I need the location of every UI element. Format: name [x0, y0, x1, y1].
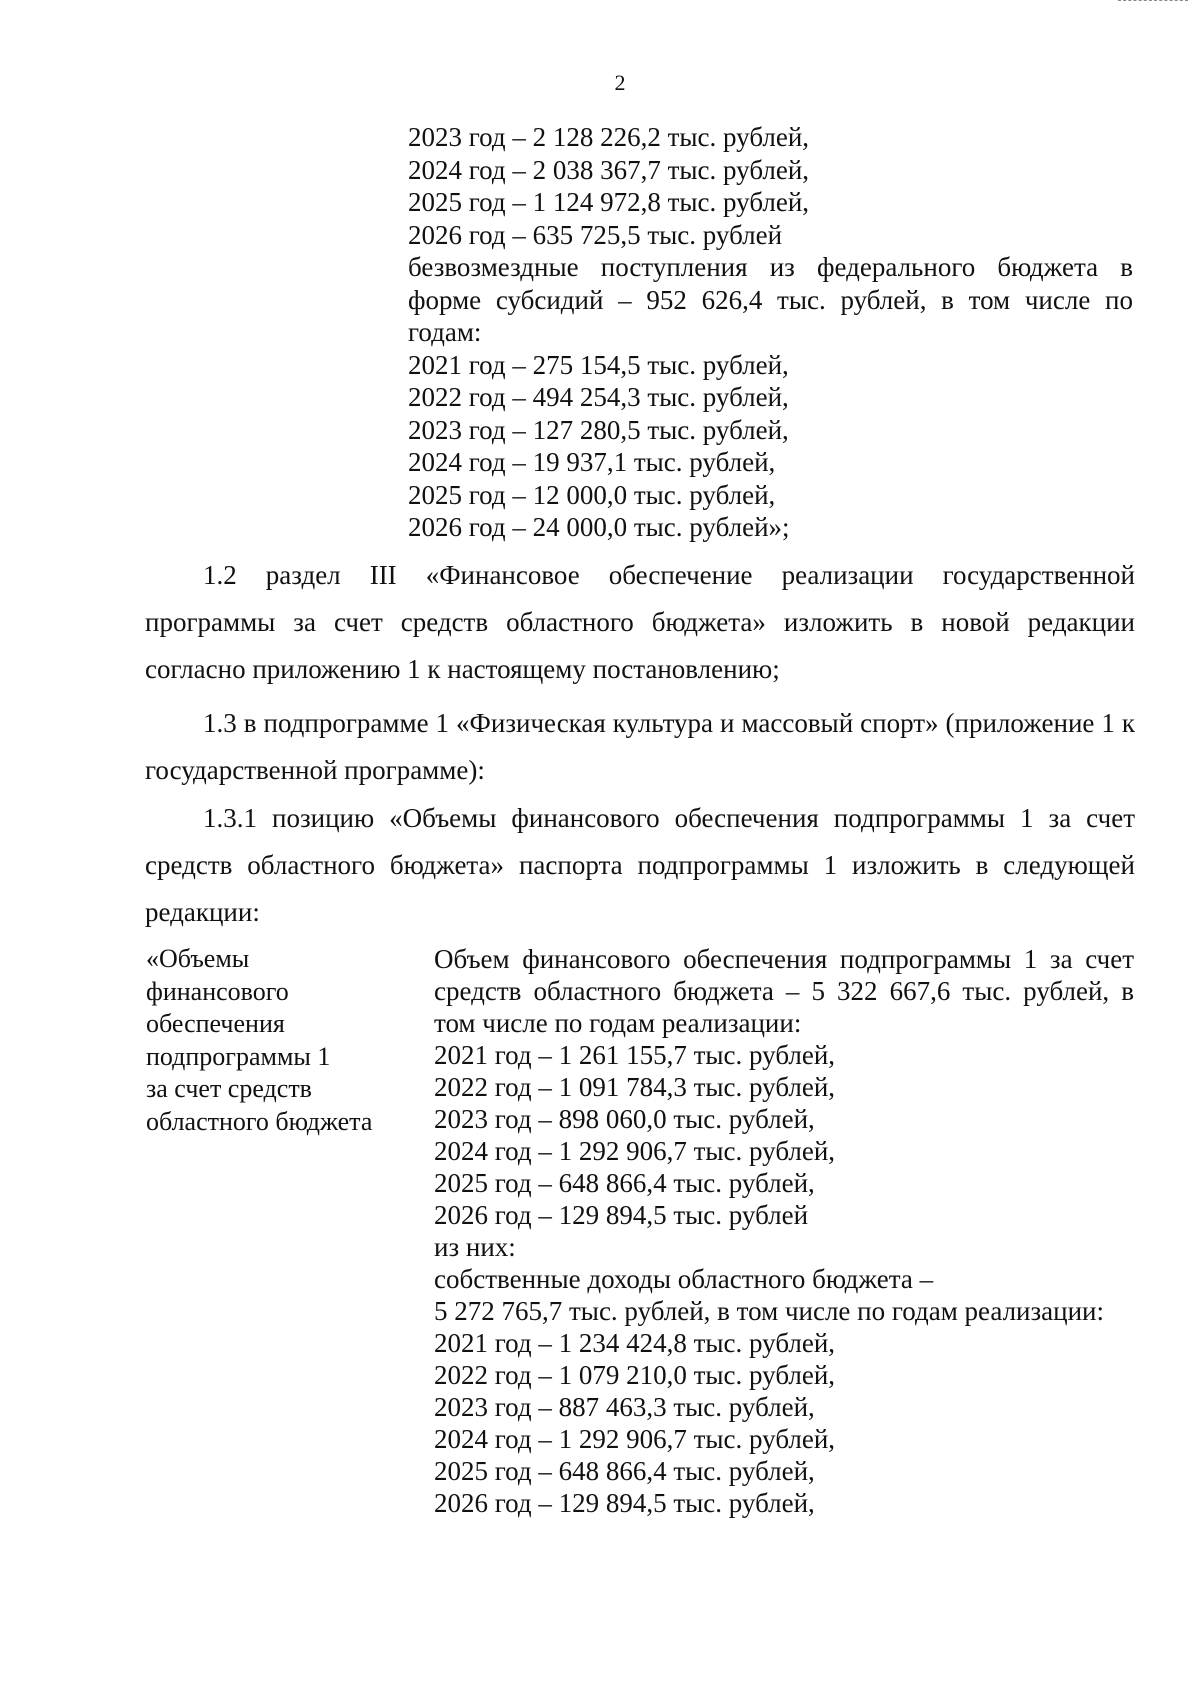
- table-label-column: [146, 943, 396, 1138]
- year-line: 2025 год – 648 866,4 тыс. рублей,: [434, 1456, 815, 1486]
- table-value-column: [434, 943, 1134, 1519]
- own-income-text: 5 272 765,7 тыс. рублей, в том числе по годам реализации:: [434, 1296, 1105, 1326]
- of-them-label: из них:: [434, 1232, 516, 1262]
- year-line: 2026 год – 129 894,5 тыс. рублей: [434, 1200, 809, 1230]
- own-income-label: собственные доходы областного бюджета –: [434, 1264, 934, 1294]
- year-line: 2023 год – 2 128 226,2 тыс. рублей,: [408, 122, 810, 152]
- year-line: 2022 год – 1 079 210,0 тыс. рублей,: [434, 1360, 836, 1390]
- label-line: за счет средств: [146, 1074, 312, 1103]
- paragraph-1-2: 1.2 раздел III «Финансовое обеспечение реализации государственной программы за счет средств областного бюджета» изложить в новой редакции согласно приложению 1 к настоящему постановлению;: [145, 560, 1135, 684]
- year-line: 2021 год – 275 154,5 тыс. рублей,: [408, 349, 789, 380]
- continuation-block: [408, 121, 1133, 544]
- year-line: 2026 год – 129 894,5 тыс. рублей,: [434, 1488, 815, 1518]
- federal-funding-heading: безвозмездные поступления из федерального бюджета в форме субсидий – 952 626,4 тыс. рублей, в том числе по годам:: [408, 252, 1133, 347]
- year-line: 2025 год – 12 000,0 тыс. рублей,: [408, 479, 776, 510]
- year-line: 2022 год – 1 091 784,3 тыс. рублей,: [434, 1072, 836, 1102]
- year-line: 2024 год – 1 292 906,7 тыс. рублей,: [434, 1136, 836, 1166]
- scan-artifact: [1118, 0, 1188, 4]
- label-line: финансового: [146, 976, 289, 1006]
- total-funding-intro: Объем финансового обеспечения подпрограммы 1 за счет средств областного бюджета – 5 322 667,6 тыс. рублей, в том числе по годам реализации:: [434, 944, 1134, 1038]
- year-line: 2021 год – 1 234 424,8 тыс. рублей,: [434, 1328, 836, 1358]
- paragraph-1-3-1: 1.3.1 позицию «Объемы финансового обеспечения подпрограммы 1 за счет средств областного бюджета» паспорта подпрограммы 1 изложить в следующей редакции:: [145, 803, 1135, 927]
- year-line: 2022 год – 494 254,3 тыс. рублей,: [408, 382, 789, 412]
- year-line: 2025 год – 1 124 972,8 тыс. рублей,: [408, 187, 810, 217]
- year-line: 2024 год – 19 937,1 тыс. рублей,: [408, 447, 776, 477]
- label-line: «Объемы: [146, 944, 250, 973]
- year-line: 2023 год – 887 463,3 тыс. рублей,: [434, 1392, 815, 1422]
- label-line: подпрограммы 1: [146, 1041, 331, 1071]
- label-line: областного бюджета: [146, 1106, 373, 1136]
- year-line: 2025 год – 648 866,4 тыс. рублей,: [434, 1168, 815, 1198]
- year-line: 2024 год – 2 038 367,7 тыс. рублей,: [408, 154, 810, 185]
- year-line: 2023 год – 898 060,0 тыс. рублей,: [434, 1104, 815, 1134]
- paragraph-1-3: 1.3 в подпрограмме 1 «Физическая культура и массовый спорт» (приложение 1 к государственной программе):: [145, 708, 1135, 785]
- page-number: 2: [614, 70, 626, 95]
- year-line: 2021 год – 1 261 155,7 тыс. рублей,: [434, 1040, 836, 1070]
- year-line: 2026 год – 24 000,0 тыс. рублей»;: [408, 512, 790, 542]
- year-line: 2023 год – 127 280,5 тыс. рублей,: [408, 414, 789, 445]
- year-line: 2024 год – 1 292 906,7 тыс. рублей,: [434, 1424, 836, 1454]
- label-line: обеспечения: [146, 1009, 285, 1038]
- year-line: 2026 год – 635 725,5 тыс. рублей: [408, 219, 783, 250]
